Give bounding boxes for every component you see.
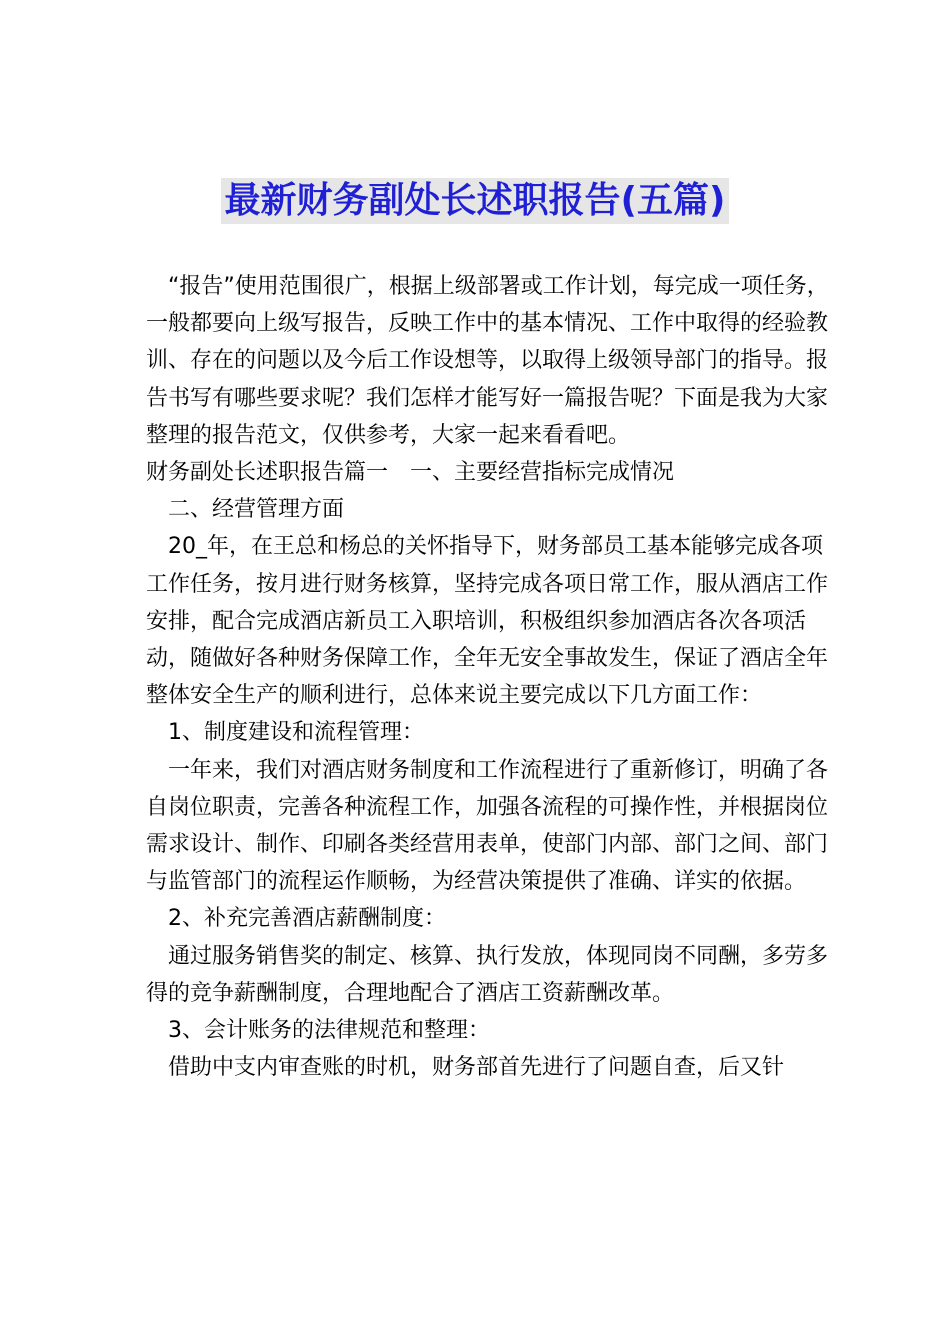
paragraph-salary-system: 通过服务销售奖的制定、核算、执行发放，体现同岗不同酬，多劳多得的竞争薪酬制度，合理地配合了酒店工资薪酬改革。 — [146, 943, 829, 1006]
subheading-1: 1、制度建设和流程管理： — [168, 720, 424, 746]
paragraph-system-building: 一年来，我们对酒店财务制度和工作流程进行了重新修订，明确了各自岗位职责，完善各种流程工作，加强各流程的可操作性，并根据岗位需求设计、制作、印刷各类经营用表单，使部门内部、部门之间、部门与监管部门的流程运作顺畅，为经营决策提供了准确、详实的依据。 — [146, 757, 829, 895]
section-heading-1: 财务副处长述职报告篇一 一、主要经营指标完成情况 — [146, 460, 675, 486]
paragraph-accounting: 借助中支内审查账的时机，财务部首先进行了问题自查，后又针 — [168, 1055, 785, 1081]
paragraph-work-summary: 20_年，在王总和杨总的关怀指导下，财务部员工基本能够完成各项工作任务，按月进行财务核算，坚持完成各项日常工作，服从酒店工作安排，配合完成酒店新员工入职培训，积极组织参加酒店各次各项活动，随做好各种财务保障工作，全年无安全事故发生，保证了酒店全年整体安全生产的顺利进行，总体来说主要完成以下几方面工作： — [146, 534, 829, 709]
document-body — [146, 268, 836, 1086]
section-heading-2: 二、经营管理方面 — [168, 497, 345, 523]
subheading-3: 3、会计账务的法律规范和整理： — [168, 1018, 490, 1044]
intro-paragraph: “报告”使用范围很广，根据上级部署或工作计划，每完成一项任务，一般都要向上级写报告，反映工作中的基本情况、工作中取得的经验教训、存在的问题以及今后工作设想等，以取得上级领导部门的指导。报告书写有哪些要求呢？我们怎样才能写好一篇报告呢？下面是我为大家整理的报告范文，仅供参考，大家一起来看看吧。 — [146, 274, 829, 448]
document-title: 最新财务副处长述职报告(五篇) — [221, 178, 730, 224]
subheading-2: 2、补充完善酒店薪酬制度： — [168, 906, 446, 932]
title-container — [0, 178, 950, 224]
